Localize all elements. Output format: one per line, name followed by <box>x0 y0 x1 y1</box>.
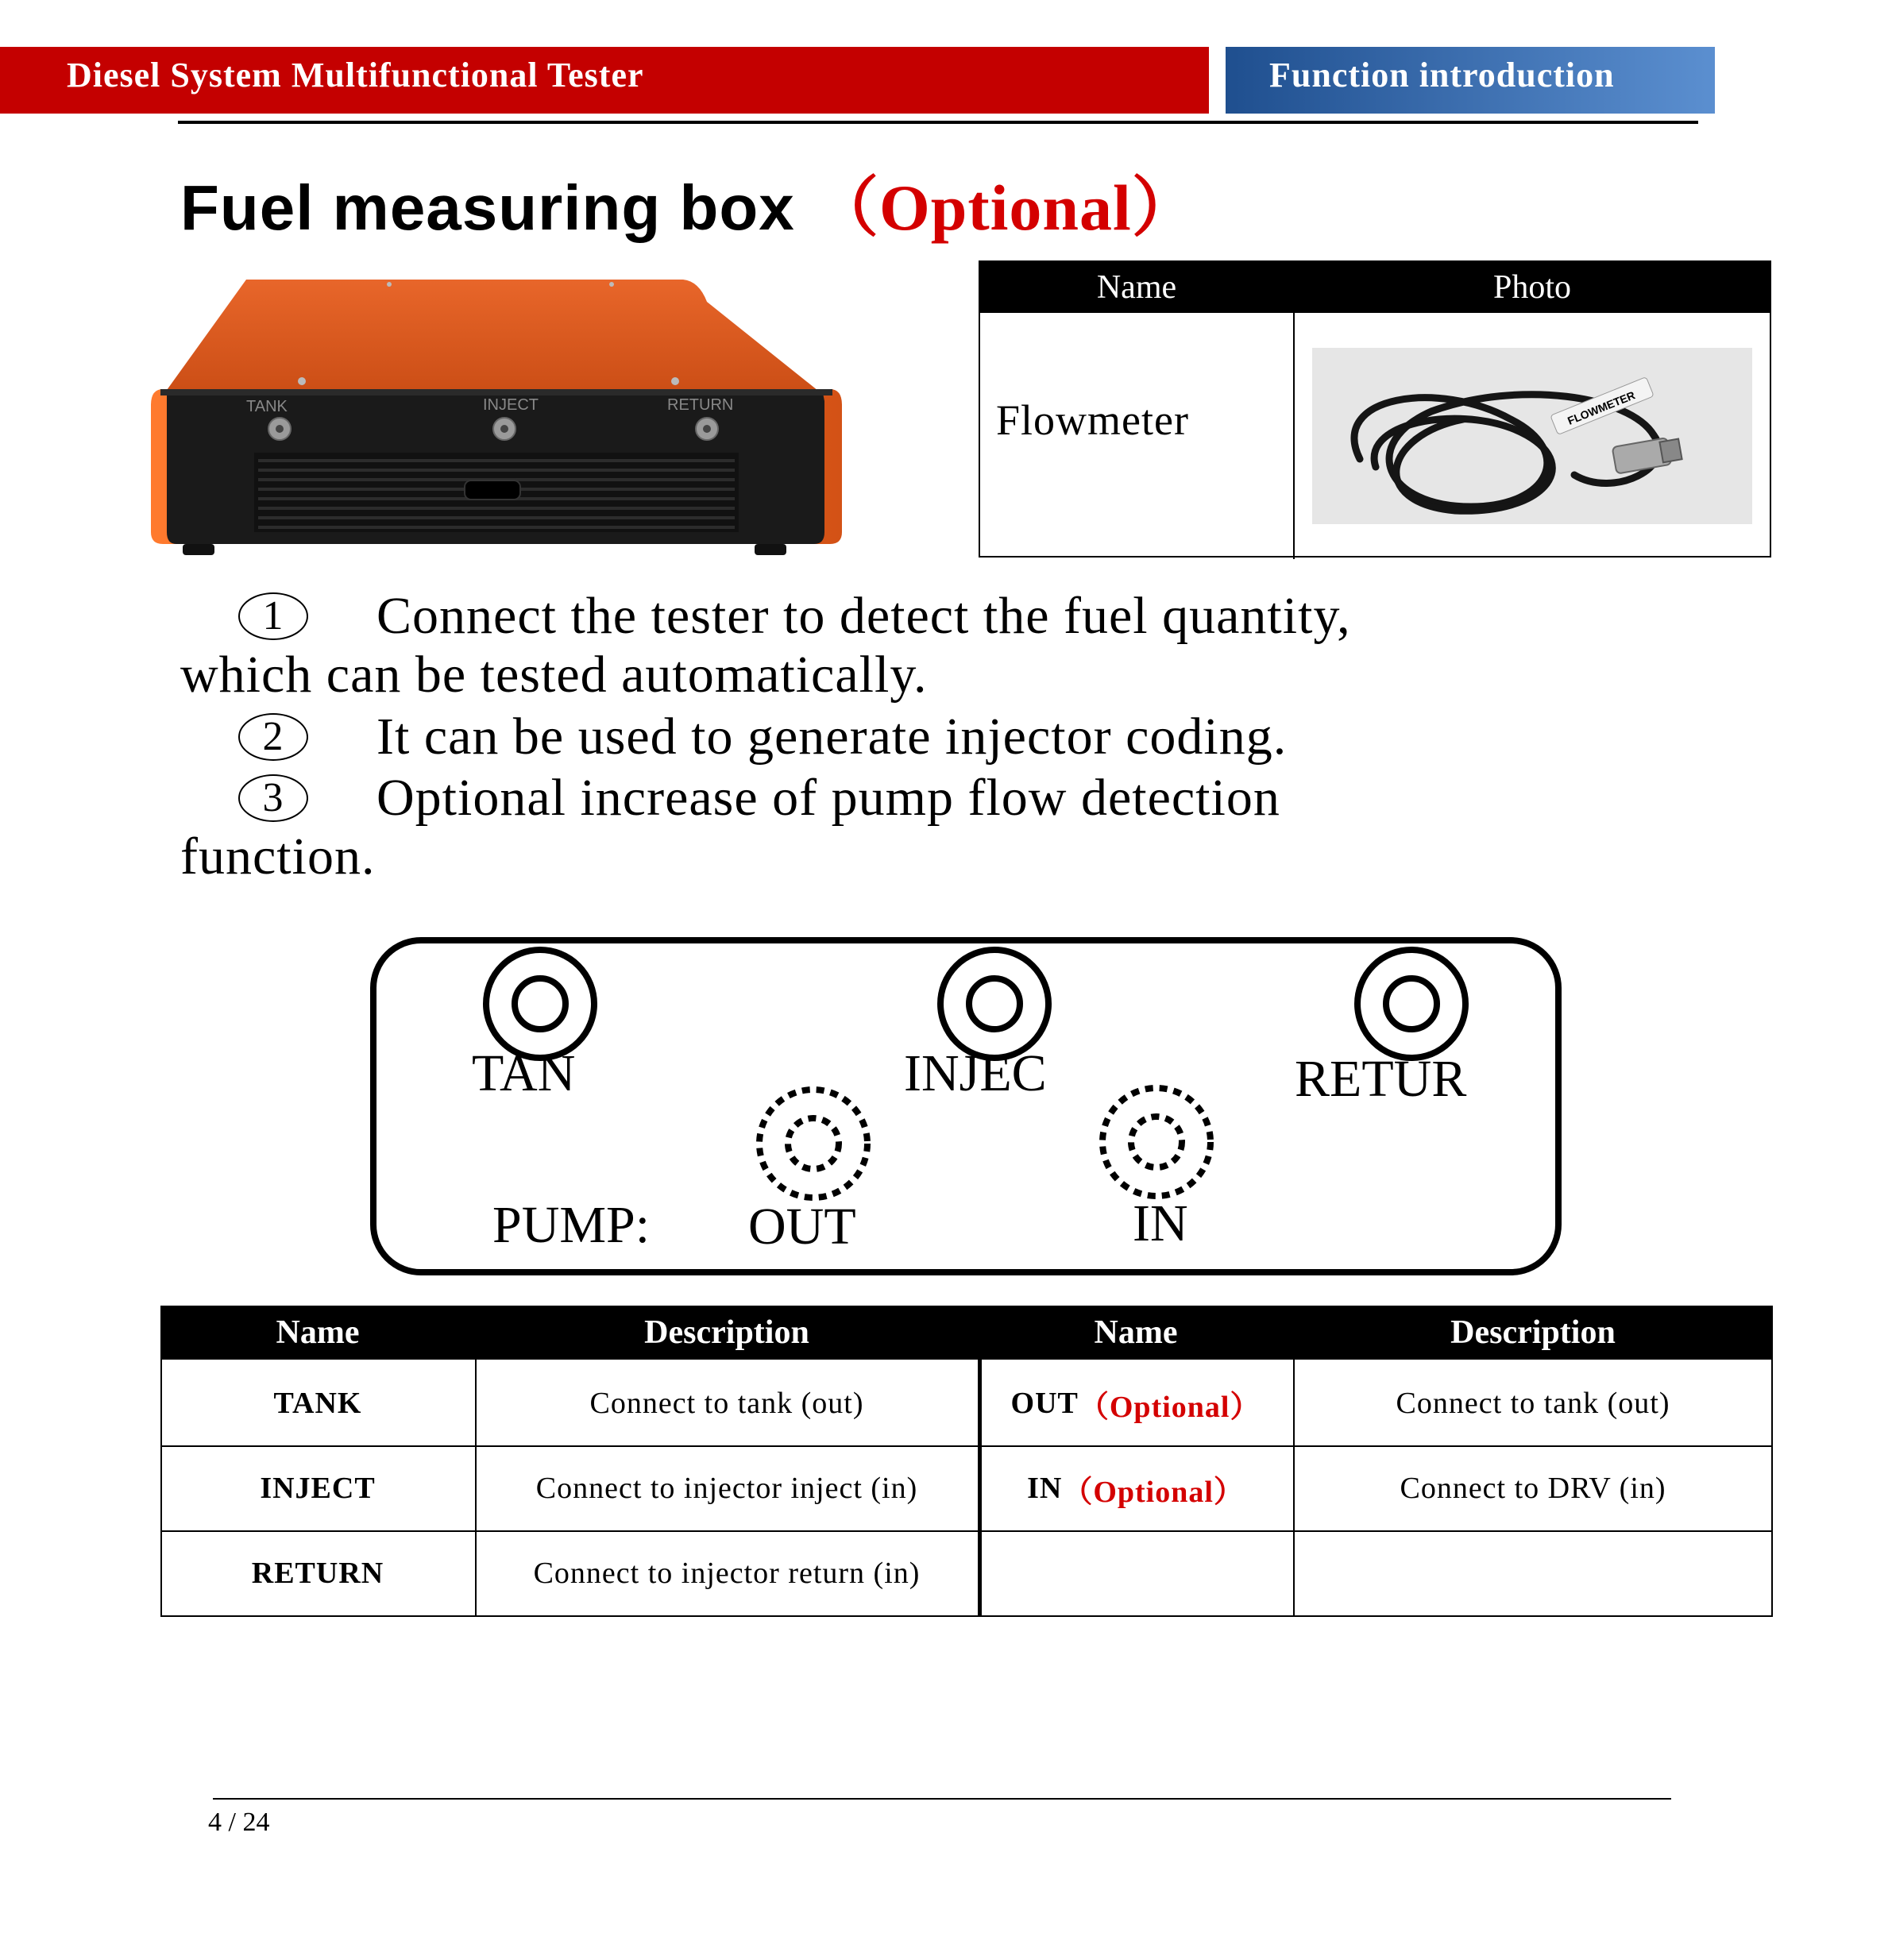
ports-header-desc-2: Description <box>1293 1306 1773 1360</box>
flow-header-name: Name <box>980 262 1293 313</box>
table-row-1-name: TANK <box>273 1387 362 1420</box>
title-optional: （Optional） <box>813 172 1198 244</box>
document-title: Diesel System Multifunctional Tester <box>67 56 644 95</box>
table-row-2-desc2: Connect to DRV (in) <box>1400 1472 1666 1505</box>
header-right-banner <box>1226 47 1715 114</box>
table-rule <box>1771 1360 1773 1617</box>
diagram-label-return: RETUR <box>1295 1050 1467 1108</box>
table-row-3-desc2 <box>1293 1531 1773 1615</box>
photo-label-return: RETURN <box>667 396 734 414</box>
ports-header-desc-1: Description <box>475 1306 979 1360</box>
out-port-name: OUT <box>1010 1387 1079 1420</box>
cable-tag-label: FLOWMETER <box>1566 388 1637 427</box>
out-optional-tag: （Optional） <box>1078 1390 1261 1424</box>
table-row-2-name2 <box>979 1446 1293 1530</box>
footer-rule <box>213 1798 1671 1800</box>
ports-header-name-2: Name <box>979 1306 1293 1360</box>
table-row-3-desc: Connect to injector return (in) <box>533 1557 921 1590</box>
table-rule <box>1293 1360 1295 1617</box>
section-title: Function introduction <box>1269 56 1615 95</box>
port-layout-diagram <box>370 937 1562 1275</box>
feature-3-text: Optional increase of pump flow detection <box>376 769 1280 827</box>
diagram-label-out: OUT <box>748 1198 856 1256</box>
fuel-measuring-box-photo <box>151 270 842 572</box>
ports-table <box>160 1306 1773 1617</box>
feature-1-text: Connect the tester to detect the fuel quantity, <box>376 587 1351 645</box>
table-rule <box>160 1530 1773 1532</box>
flow-table-divider <box>1293 313 1295 559</box>
table-rule <box>978 1360 982 1617</box>
diagram-label-inject: INJEC <box>904 1044 1047 1102</box>
flowmeter-name: Flowmeter <box>996 396 1189 444</box>
feature-3-line-2: function. <box>180 828 376 885</box>
diagram-label-in: IN <box>1133 1194 1188 1252</box>
table-rule <box>160 1615 1773 1617</box>
header-rule <box>178 121 1698 124</box>
table-row-3-name2 <box>979 1531 1293 1615</box>
feature-3-number: 3 <box>238 774 308 822</box>
photo-label-tank: TANK <box>246 398 288 415</box>
table-row-2-desc: Connect to injector inject (in) <box>535 1472 918 1505</box>
page-number: 4 / 24 <box>208 1808 270 1837</box>
flow-header-photo: Photo <box>1293 262 1771 313</box>
table-row-3-name: RETURN <box>251 1557 384 1590</box>
diagram-pump-label: PUMP: <box>492 1196 651 1254</box>
table-rule <box>160 1445 1773 1447</box>
in-port-name: IN <box>1027 1472 1063 1505</box>
table-row-2-name: INJECT <box>260 1472 376 1505</box>
in-optional-tag: （Optional） <box>1062 1475 1245 1509</box>
feature-2-text: It can be used to generate injector coding. <box>376 708 1288 766</box>
feature-2-line-1 <box>238 707 1287 767</box>
title-main: Fuel measuring box <box>180 172 795 243</box>
diagram-label-tank: TAN <box>472 1044 576 1102</box>
photo-label-inject: INJECT <box>483 396 539 414</box>
page-title <box>180 156 1198 249</box>
feature-1-line-2: which can be tested automatically. <box>180 646 928 704</box>
header-left-banner <box>0 47 1209 114</box>
feature-2-number: 2 <box>238 713 308 761</box>
table-row-1-name2 <box>979 1361 1293 1445</box>
feature-1-number: 1 <box>238 592 308 640</box>
table-rule <box>160 1360 162 1617</box>
feature-1-line-1 <box>238 586 1351 646</box>
feature-3-line-1 <box>238 768 1280 828</box>
table-row-1-desc2: Connect to tank (out) <box>1396 1387 1670 1420</box>
table-rule <box>475 1360 477 1617</box>
ports-header-name-1: Name <box>160 1306 475 1360</box>
table-row-1-desc: Connect to tank (out) <box>589 1387 864 1420</box>
flowmeter-table <box>979 260 1771 558</box>
flowmeter-cable-photo <box>1312 348 1752 524</box>
